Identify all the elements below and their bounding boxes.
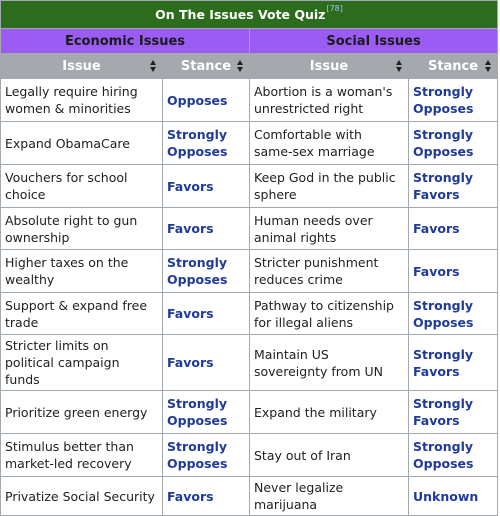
social-stance-cell: Strongly Favors: [409, 335, 498, 391]
social-stance-cell: Strongly Favors: [409, 391, 498, 434]
social-issue-cell: Keep God in the public sphere: [250, 165, 409, 208]
header-econ-stance[interactable]: [163, 54, 250, 79]
social-issue-cell: Maintain US sovereignty from UN: [250, 335, 409, 391]
header-social-stance[interactable]: [409, 54, 498, 79]
econ-stance-cell: Opposes: [163, 79, 250, 122]
econ-stance-cell: Strongly Opposes: [163, 391, 250, 434]
econ-stance-cell: Favors: [163, 335, 250, 391]
table-row: [1, 293, 498, 335]
econ-stance-cell: Favors: [163, 293, 250, 335]
table-row: [1, 477, 498, 516]
social-issue-cell: Pathway to citizenship for illegal aliens: [250, 293, 409, 335]
table-title-text: On The Issues Vote Quiz: [155, 7, 326, 23]
social-stance-cell: Strongly Opposes: [409, 434, 498, 477]
social-issue-cell: Expand the military: [250, 391, 409, 434]
econ-stance-cell: Favors: [163, 165, 250, 208]
social-issue-cell: Human needs over animal rights: [250, 208, 409, 250]
citation-link[interactable]: [78]: [326, 3, 343, 13]
table-row: [1, 208, 498, 250]
econ-issue-cell: Higher taxes on the wealthy: [1, 250, 163, 293]
sort-arrows-icon[interactable]: [396, 60, 403, 72]
econ-issue-cell: Support & expand free trade: [1, 293, 163, 335]
econ-stance-cell: Favors: [163, 208, 250, 250]
social-issue-cell: Comfortable with same-sex marriage: [250, 122, 409, 165]
category-row: [1, 29, 498, 54]
social-stance-cell: Strongly Opposes: [409, 122, 498, 165]
table-title-row: [1, 1, 498, 29]
econ-issue-cell: Stricter limits on political campaign funds: [1, 335, 163, 391]
social-stance-cell: Strongly Favors: [409, 165, 498, 208]
social-stance-cell: Favors: [409, 208, 498, 250]
econ-issue-cell: Stimulus better than market-led recovery: [1, 434, 163, 477]
econ-stance-cell: Strongly Opposes: [163, 434, 250, 477]
header-social-issue[interactable]: [250, 54, 409, 79]
header-label: Stance: [180, 58, 232, 74]
sort-arrows-icon[interactable]: [237, 60, 244, 72]
table-row: [1, 165, 498, 208]
category-economic: Economic Issues: [1, 29, 250, 54]
table-title: [1, 1, 498, 29]
table-row: [1, 250, 498, 293]
social-issue-cell: Stay out of Iran: [250, 434, 409, 477]
header-label: Issue: [309, 58, 349, 74]
table-row: [1, 122, 498, 165]
econ-issue-cell: Expand ObamaCare: [1, 122, 163, 165]
header-econ-issue[interactable]: [1, 54, 163, 79]
table-row: [1, 79, 498, 122]
sort-arrows-icon[interactable]: [150, 60, 157, 72]
social-issue-cell: Never legalize marijuana: [250, 477, 409, 516]
social-issue-cell: Stricter punishment reduces crime: [250, 250, 409, 293]
table-row: [1, 434, 498, 477]
econ-stance-cell: Strongly Opposes: [163, 250, 250, 293]
social-stance-cell: Favors: [409, 250, 498, 293]
econ-issue-cell: Prioritize green energy: [1, 391, 163, 434]
table-row: [1, 391, 498, 434]
econ-issue-cell: Vouchers for school choice: [1, 165, 163, 208]
column-header-row: [1, 54, 498, 79]
sort-arrows-icon[interactable]: [485, 60, 492, 72]
econ-issue-cell: Legally require hiring women & minorities: [1, 79, 163, 122]
header-label: Issue: [62, 58, 101, 74]
header-label: Stance: [427, 58, 479, 74]
social-issue-cell: Abortion is a woman's unrestricted right: [250, 79, 409, 122]
social-stance-cell: Strongly Opposes: [409, 293, 498, 335]
econ-issue-cell: Privatize Social Security: [1, 477, 163, 516]
table-row: [1, 335, 498, 391]
social-stance-cell: Strongly Opposes: [409, 79, 498, 122]
category-social: Social Issues: [250, 29, 498, 54]
econ-stance-cell: Strongly Opposes: [163, 122, 250, 165]
econ-stance-cell: Favors: [163, 477, 250, 516]
social-stance-cell: Unknown: [409, 477, 498, 516]
econ-issue-cell: Absolute right to gun ownership: [1, 208, 163, 250]
